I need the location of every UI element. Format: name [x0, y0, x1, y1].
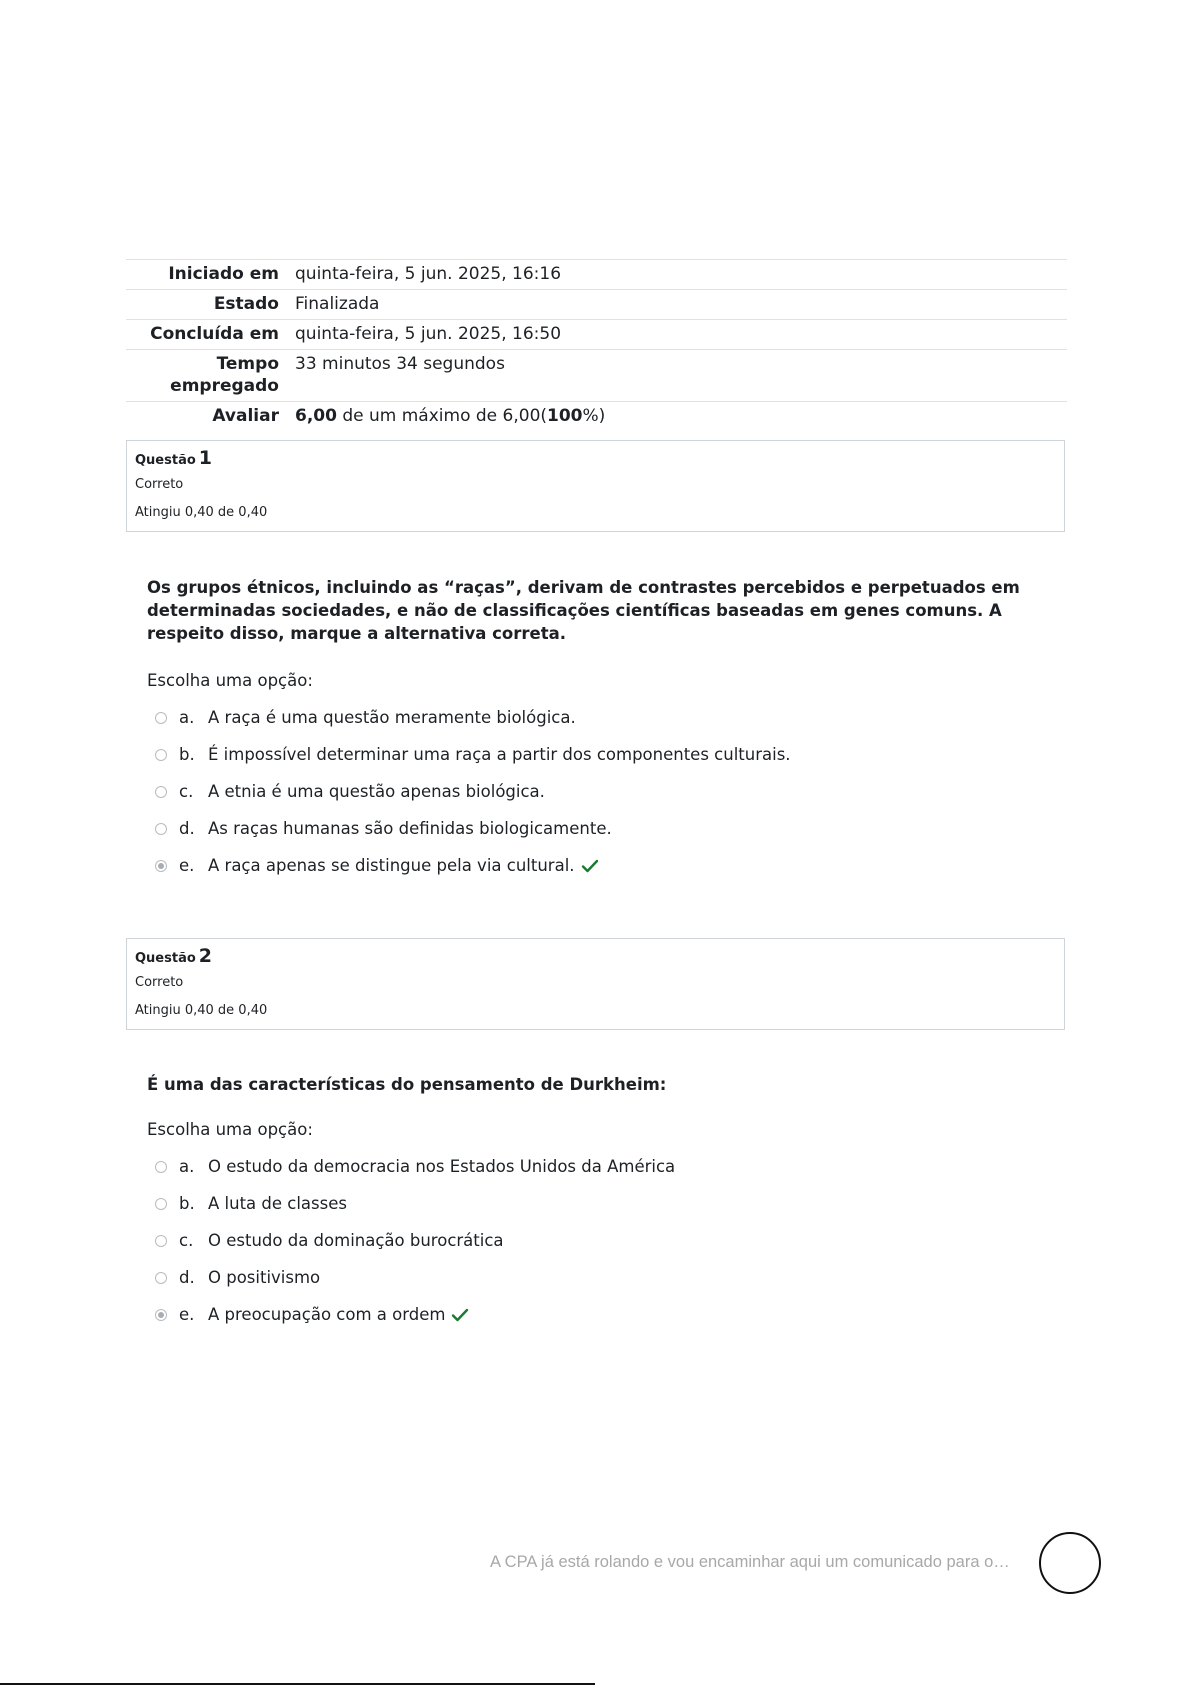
radio-selected-icon[interactable] [155, 860, 167, 872]
radio-unselected-icon[interactable] [155, 786, 167, 798]
question-state: Correto [135, 975, 184, 990]
question-1-info [126, 440, 1065, 532]
summary-row-started [126, 260, 1067, 290]
answer-letter: c. [179, 1231, 194, 1250]
summary-label: Concluída em [126, 320, 295, 350]
answer-text: A preocupação com a ordem [208, 1305, 446, 1324]
summary-row-time-taken [126, 350, 1067, 402]
question-1-answers [155, 699, 791, 884]
question-2-prompt: Escolha uma opção: [147, 1120, 313, 1139]
answer-text: A raça é uma questão meramente biológica. [208, 708, 576, 727]
answer-text: O estudo da dominação burocrática [208, 1231, 504, 1250]
summary-label: Iniciado em [126, 260, 295, 290]
grade-max: de um máximo de 6,00( [336, 406, 548, 426]
chat-message-preview[interactable]: A CPA já está rolando e vou encaminhar aqui um comunicado para o… [490, 1553, 1010, 1571]
answer-text: O positivismo [208, 1268, 321, 1287]
answer-letter: d. [179, 819, 195, 838]
summary-label: Tempo empregado [126, 350, 295, 402]
answer-option-c[interactable] [155, 773, 791, 810]
check-icon [581, 859, 599, 873]
question-state: Correto [135, 477, 184, 492]
question-2-answers [155, 1148, 675, 1333]
question-mark: Atingiu 0,40 de 0,40 [135, 1003, 268, 1018]
answer-option-a[interactable] [155, 1148, 675, 1185]
answer-option-a[interactable] [155, 699, 791, 736]
answer-letter: e. [179, 856, 195, 875]
radio-selected-icon[interactable] [155, 1309, 167, 1321]
summary-value: quinta-feira, 5 jun. 2025, 16:16 [295, 260, 1067, 290]
question-label: Questão [135, 951, 196, 966]
answer-text: O estudo da democracia nos Estados Unidos da América [208, 1157, 676, 1176]
answer-letter: b. [179, 745, 195, 764]
chat-launcher-button[interactable] [1039, 1532, 1101, 1594]
summary-row-completed [126, 320, 1067, 350]
grade-score: 6,00 [295, 406, 337, 426]
summary-value: quinta-feira, 5 jun. 2025, 16:50 [295, 320, 1067, 350]
question-1-prompt: Escolha uma opção: [147, 671, 313, 690]
summary-grade-value [295, 402, 1067, 432]
summary-row-state [126, 290, 1067, 320]
grade-suffix: %) [582, 406, 606, 426]
radio-unselected-icon[interactable] [155, 712, 167, 724]
answer-letter: c. [179, 782, 194, 801]
summary-value: 33 minutos 34 segundos [295, 350, 1067, 402]
question-2-info [126, 938, 1065, 1030]
question-number-value: 1 [198, 447, 213, 469]
question-number [135, 945, 1056, 970]
radio-unselected-icon[interactable] [155, 1161, 167, 1173]
radio-unselected-icon[interactable] [155, 823, 167, 835]
question-label: Questão [135, 453, 196, 468]
summary-row-grade [126, 402, 1067, 432]
radio-unselected-icon[interactable] [155, 1235, 167, 1247]
radio-unselected-icon[interactable] [155, 1272, 167, 1284]
question-1-text: Os grupos étnicos, incluindo as “raças”, derivam de contrastes percebidos e perpetuados em determinadas sociedades, e não de classificações científicas baseadas em genes comuns. A respeito disso, marque a alternativa correta. [147, 578, 1020, 643]
question-2-text: É uma das características do pensamento de Durkheim: [147, 1075, 667, 1094]
answer-text: A etnia é uma questão apenas biológica. [208, 782, 545, 801]
answer-option-c[interactable] [155, 1222, 675, 1259]
radio-unselected-icon[interactable] [155, 1198, 167, 1210]
answer-letter: d. [179, 1268, 195, 1287]
question-number [135, 447, 1056, 472]
answer-option-d[interactable] [155, 1259, 675, 1296]
summary-label: Avaliar [126, 402, 295, 432]
answer-text: A luta de classes [208, 1194, 347, 1213]
answer-letter: b. [179, 1194, 195, 1213]
answer-letter: a. [179, 1157, 195, 1176]
summary-value: Finalizada [295, 290, 1067, 320]
check-icon [451, 1308, 469, 1322]
radio-unselected-icon[interactable] [155, 749, 167, 761]
answer-option-e[interactable] [155, 847, 791, 884]
answer-text: A raça apenas se distingue pela via cultural. [208, 856, 575, 875]
answer-option-d[interactable] [155, 810, 791, 847]
answer-letter: e. [179, 1305, 195, 1324]
question-number-value: 2 [198, 945, 213, 967]
grade-percent: 100 [547, 406, 583, 426]
answer-text: É impossível determinar uma raça a partir dos componentes culturais. [208, 745, 791, 764]
attempt-summary-table [126, 259, 1067, 431]
question-mark: Atingiu 0,40 de 0,40 [135, 505, 268, 520]
answer-option-b[interactable] [155, 736, 791, 773]
answer-option-b[interactable] [155, 1185, 675, 1222]
summary-label: Estado [126, 290, 295, 320]
answer-text: As raças humanas são definidas biologicamente. [208, 819, 612, 838]
answer-option-e[interactable] [155, 1296, 675, 1333]
answer-letter: a. [179, 708, 195, 727]
